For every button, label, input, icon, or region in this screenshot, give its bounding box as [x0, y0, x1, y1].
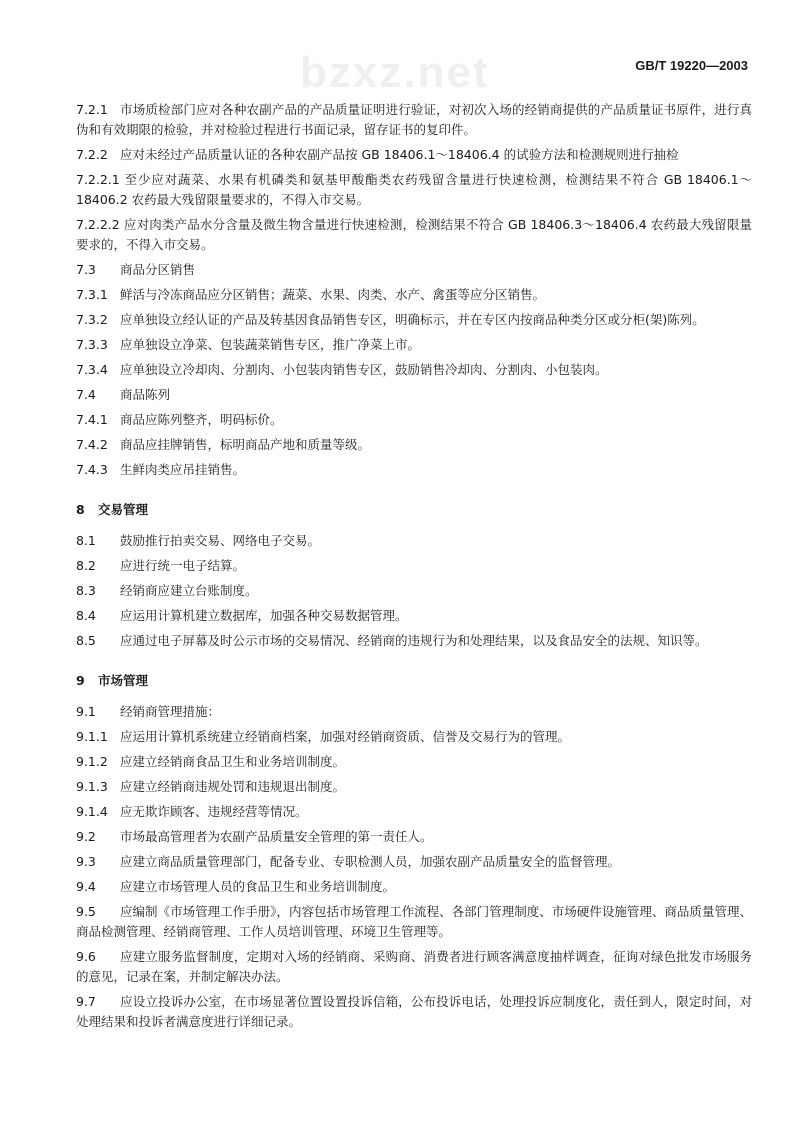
clause-number: 9.1.1 — [76, 729, 108, 744]
clause-text: 应单独设立经认证的产品及转基因食品销售专区，明确标示，并在专区内按商品种类分区或分柜(架)陈列。 — [120, 312, 705, 327]
clause-number: 7.2.2 — [76, 147, 108, 162]
clause-text: 市场管理 — [98, 673, 149, 688]
clause-number: 9.1.2 — [76, 754, 108, 769]
clause-number: 9.5 — [76, 904, 96, 919]
section-heading — [76, 500, 752, 520]
clause-paragraph — [76, 752, 752, 772]
clause-number: 7.3.2 — [76, 312, 108, 327]
clause-text: 鼓励推行拍卖交易、网络电子交易。 — [120, 533, 321, 548]
clause-text: 应单独设立冷却肉、分割肉、小包装肉销售专区，鼓励销售冷却肉、分割肉、小包装肉。 — [120, 362, 608, 377]
clause-paragraph — [76, 435, 752, 455]
clause-text: 应进行统一电子结算。 — [120, 558, 246, 573]
clause-text: 生鲜肉类应吊挂销售。 — [120, 462, 246, 477]
clause-number: 8.5 — [76, 633, 96, 648]
clause-paragraph — [76, 335, 752, 355]
clause-number: 8.2 — [76, 558, 96, 573]
clause-text: 商品应挂牌销售，标明商品产地和质量等级。 — [120, 437, 371, 452]
clause-paragraph — [76, 777, 752, 797]
clause-text: 经销商应建立台账制度。 — [120, 583, 258, 598]
clause-text: 应建立经销商食品卫生和业务培训制度。 — [120, 754, 346, 769]
clause-text: 商品陈列 — [120, 387, 171, 402]
clause-number: 7.4.3 — [76, 462, 108, 477]
section-heading — [76, 671, 752, 691]
clause-paragraph — [76, 170, 752, 210]
clause-number: 9.7 — [76, 994, 96, 1009]
clause-paragraph — [76, 556, 752, 576]
clause-paragraph — [76, 581, 752, 601]
clause-paragraph — [76, 215, 752, 255]
clause-text: 应对肉类产品水分含量及微生物含量进行快速检测，检测结果不符合 GB 18406.3～18406.4 农药最大残留限量要求的，不得入市交易。 — [76, 217, 752, 252]
clause-number: 8 — [76, 502, 85, 517]
clause-paragraph — [76, 727, 752, 747]
clause-text: 市场最高管理者为农副产品质量安全管理的第一责任人。 — [120, 829, 433, 844]
clause-paragraph — [76, 852, 752, 872]
clause-paragraph — [76, 606, 752, 626]
clause-number: 7.3 — [76, 262, 96, 277]
clause-text: 鲜活与冷冻商品应分区销售；蔬菜、水果、肉类、水产、禽蛋等应分区销售。 — [120, 287, 546, 302]
clause-number: 9.1 — [76, 704, 96, 719]
clause-number: 7.3.3 — [76, 337, 108, 352]
clause-text: 应运用计算机建立数据库，加强各种交易数据管理。 — [120, 608, 408, 623]
clause-paragraph — [76, 631, 752, 651]
clause-paragraph — [76, 902, 752, 942]
clause-text: 市场质检部门应对各种农副产品的产品质量证明进行验证，对初次入场的经销商提供的产品质量证书原件，进行真伪和有效期限的检验，并对检验过程进行书面记录，留存证书的复印件。 — [76, 102, 752, 137]
clause-paragraph — [76, 827, 752, 847]
clause-text: 应编制《市场管理工作手册》，内容包括市场管理工作流程、各部门管理制度、市场硬件设施管理、商品质量管理、商品检测管理、经销商管理、工作人员培训管理、环境卫生管理等。 — [76, 904, 752, 939]
clause-number: 9.6 — [76, 949, 96, 964]
clause-paragraph — [76, 702, 752, 722]
clause-text: 应建立经销商违规处罚和违规退出制度。 — [120, 779, 346, 794]
clause-number: 7.3.1 — [76, 287, 108, 302]
clause-number: 9 — [76, 673, 85, 688]
clause-number: 9.1.3 — [76, 779, 108, 794]
standard-number: GB/T 19220—2003 — [635, 58, 748, 73]
clause-number: 8.1 — [76, 533, 96, 548]
clause-paragraph — [76, 992, 752, 1032]
clause-number: 9.2 — [76, 829, 96, 844]
clause-number: 8.4 — [76, 608, 96, 623]
watermark: bzxz.net — [300, 48, 490, 97]
clause-number: 8.3 — [76, 583, 96, 598]
clause-text: 经销商管理措施： — [120, 704, 221, 719]
clause-paragraph — [76, 285, 752, 305]
clause-paragraph — [76, 310, 752, 330]
clause-paragraph — [76, 460, 752, 480]
clause-number: 7.4.2 — [76, 437, 108, 452]
clause-number: 7.2.2.2 — [76, 217, 120, 232]
clause-paragraph — [76, 802, 752, 822]
clause-text: 应对未经过产品质量认证的各种农副产品按 GB 18406.1～18406.4 的试验方法和检测规则进行抽检 — [120, 147, 679, 162]
clause-text: 商品分区销售 — [120, 262, 196, 277]
clause-number: 7.4.1 — [76, 412, 108, 427]
clause-text: 应设立投诉办公室，在市场显著位置设置投诉信箱，公布投诉电话，处理投诉应制度化，责任到人，限定时间，对处理结果和投诉者满意度进行详细记录。 — [76, 994, 752, 1029]
clause-paragraph — [76, 877, 752, 897]
clause-text: 应运用计算机系统建立经销商档案，加强对经销商资质、信誉及交易行为的管理。 — [120, 729, 571, 744]
clause-text: 应无欺诈顾客、违规经营等情况。 — [120, 804, 308, 819]
clause-number: 9.3 — [76, 854, 96, 869]
clause-text: 应单独设立净菜、包装蔬菜销售专区，推广净菜上市。 — [120, 337, 421, 352]
clause-number: 7.2.2.1 — [76, 172, 120, 187]
clause-number: 7.4 — [76, 387, 96, 402]
clause-paragraph — [76, 385, 752, 405]
clause-text: 应建立市场管理人员的食品卫生和业务培训制度。 — [120, 879, 396, 894]
clause-number: 9.4 — [76, 879, 96, 894]
clause-paragraph — [76, 947, 752, 987]
clause-paragraph — [76, 531, 752, 551]
clause-number: 7.2.1 — [76, 102, 108, 117]
clause-text: 交易管理 — [98, 502, 149, 517]
clause-paragraph — [76, 100, 752, 140]
clause-paragraph — [76, 260, 752, 280]
clause-paragraph — [76, 360, 752, 380]
clause-text: 应建立商品质量管理部门，配备专业、专职检测人员，加强农副产品质量安全的监督管理。 — [120, 854, 621, 869]
document-body — [76, 100, 752, 1037]
clause-number: 7.3.4 — [76, 362, 108, 377]
clause-number: 9.1.4 — [76, 804, 108, 819]
clause-text: 应建立服务监督制度，定期对入场的经销商、采购商、消费者进行顾客满意度抽样调查，征询对绿色批发市场服务的意见，记录在案，并制定解决办法。 — [76, 949, 752, 984]
clause-paragraph — [76, 145, 752, 165]
clause-text: 至少应对蔬菜、水果有机磷类和氨基甲酸酯类农药残留含量进行快速检测，检测结果不符合 GB 18406.1～18406.2 农药最大残留限量要求的，不得入市交易。 — [76, 172, 752, 207]
clause-text: 应通过电子屏幕及时公示市场的交易情况、经销商的违规行为和处理结果，以及食品安全的法规、知识等。 — [120, 633, 708, 648]
clause-text: 商品应陈列整齐，明码标价。 — [120, 412, 283, 427]
clause-paragraph — [76, 410, 752, 430]
